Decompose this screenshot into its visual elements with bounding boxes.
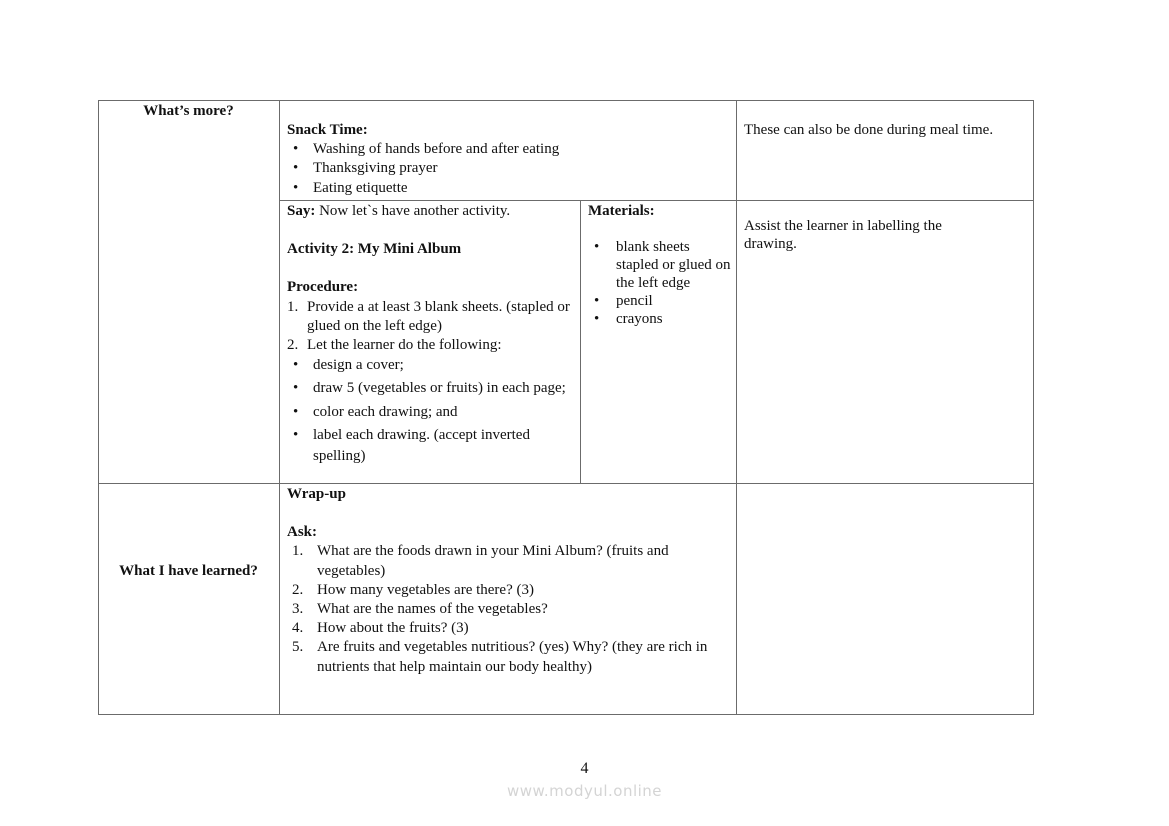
whats-more-label: What’s more? <box>143 103 234 119</box>
list-item: • blank sheets stapled or glued on the left edge <box>588 238 734 292</box>
page-number: 4 <box>580 760 589 777</box>
snack-note: These can also be done during meal time. <box>744 122 994 138</box>
row-divider-wrapup <box>98 483 1034 484</box>
list-item: 5. Are fruits and vegetables nutritious? (yes) Why? (they are rich in nutrients that help maintain our body healthy) <box>292 639 708 675</box>
say-label: Say: <box>287 203 316 219</box>
materials-title: Materials: <box>588 203 655 219</box>
procedure-title: Procedure: <box>287 279 359 296</box>
list-item: • color each drawing; and <box>287 402 577 423</box>
column-divider-materials <box>580 200 581 483</box>
list-item: • Thanksgiving prayer <box>287 159 732 178</box>
wrapup-title: Wrap-up <box>287 486 346 502</box>
list-item: • draw 5 (vegetables or fruits) in each page; <box>287 378 577 399</box>
list-item: 4. How about the fruits? (3) <box>292 620 469 637</box>
say-text: Now let`s have another activity. <box>315 203 511 219</box>
snack-time-cell <box>287 121 732 198</box>
list-item: 3. What are the names of the vegetables? <box>292 600 548 617</box>
wrapup-cell <box>287 485 727 677</box>
snack-time-title: Snack Time: <box>287 122 368 138</box>
list-item: • pencil <box>588 292 734 310</box>
row-divider-snack <box>279 200 1034 201</box>
ask-questions <box>287 542 727 676</box>
table-border-left <box>98 100 99 715</box>
column-divider-label <box>279 100 280 715</box>
table-border-right <box>1033 100 1034 715</box>
materials-cell <box>588 202 734 328</box>
watermark: www.modyul.online <box>506 782 663 800</box>
table-border-bottom <box>98 714 1034 715</box>
ask-title: Ask: <box>287 524 318 541</box>
column-divider-notes <box>736 100 737 715</box>
table-border-top <box>98 100 1034 101</box>
labelling-note: Assist the learner in labelling the drawing. <box>744 218 942 252</box>
activity-cell <box>287 202 577 470</box>
list-item: 1. What are the foods drawn in your Mini Album? (fruits and vegetables) <box>292 543 669 579</box>
list-item: • Eating etiquette <box>287 179 732 198</box>
procedure-steps <box>287 298 577 356</box>
activity-title: Activity 2: My Mini Album <box>287 241 462 258</box>
list-item: • crayons <box>588 310 734 328</box>
list-item: 2. How many vegetables are there? (3) <box>292 581 534 598</box>
procedure-substeps <box>287 355 577 467</box>
list-item: • label each drawing. (accept inverted spelling) <box>287 425 577 468</box>
list-item: • design a cover; <box>287 355 577 376</box>
say-line <box>287 202 577 221</box>
list-item: 1. Provide a at least 3 blank sheets. (stapled or glued on the left edge) <box>287 298 570 334</box>
list-item: • Washing of hands before and after eating <box>287 140 732 159</box>
snack-time-list <box>287 140 732 198</box>
what-i-have-learned-label: What I have learned? <box>119 563 258 579</box>
materials-list <box>588 238 734 328</box>
list-item: 2. Let the learner do the following: <box>287 336 502 353</box>
